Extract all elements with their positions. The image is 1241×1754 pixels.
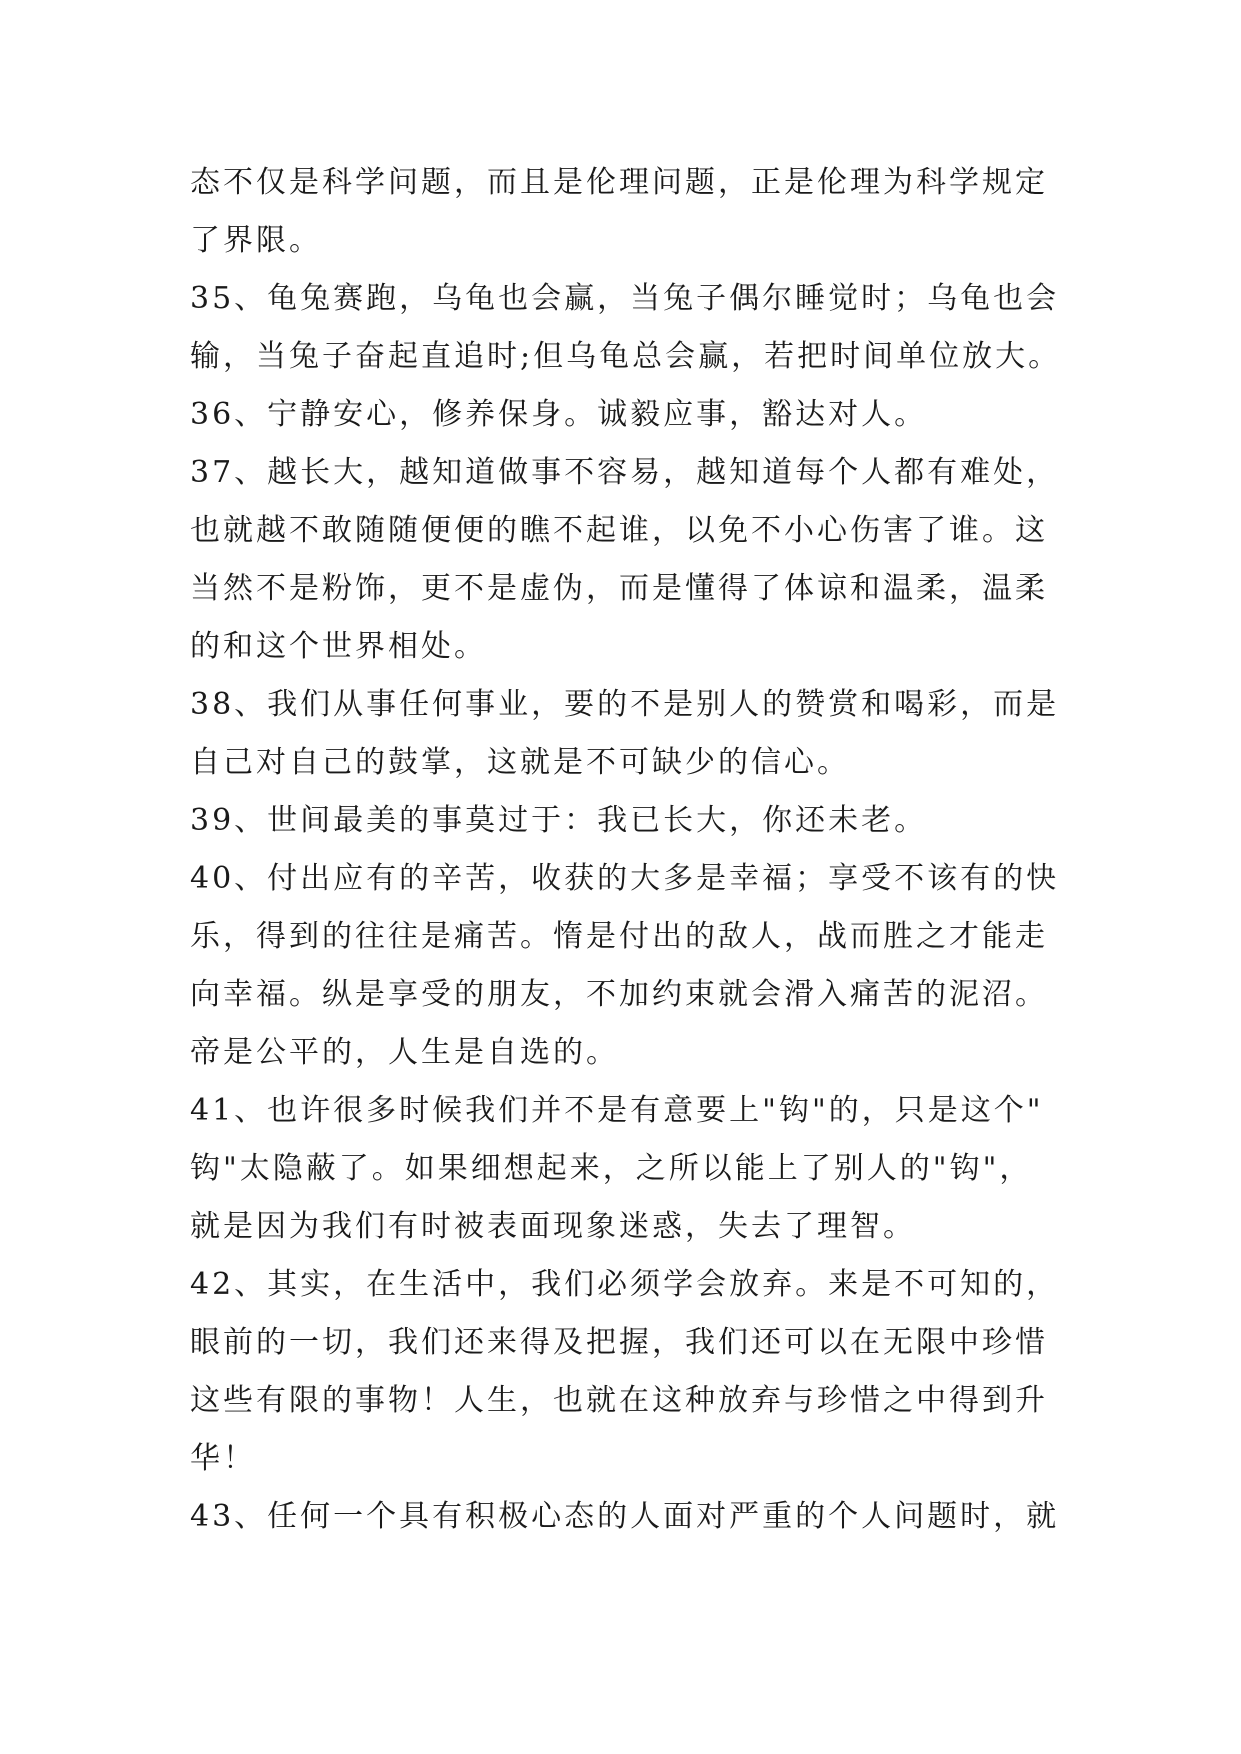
text-line: 43、任何一个具有积极心态的人面对严重的个人问题时，就 bbox=[190, 1499, 1060, 1534]
text-line: 帝是公平的，人生是自选的。 bbox=[190, 1035, 619, 1070]
text-line: 向幸福。纵是享受的朋友，不加约束就会滑入痛苦的泥沼。 bbox=[190, 977, 1048, 1012]
text-line: 输，当兔子奋起直追时;但乌龟总会赢，若把时间单位放大。 bbox=[190, 339, 1062, 374]
text-line: 华！ bbox=[190, 1441, 256, 1476]
text-line: 这些有限的事物！人生，也就在这种放弃与珍惜之中得到升 bbox=[190, 1383, 1048, 1418]
text-line: 42、其实，在生活中，我们必须学会放弃。来是不可知的， bbox=[190, 1267, 1060, 1302]
text-line: 41、也许很多时候我们并不是有意要上"钩"的，只是这个" bbox=[190, 1093, 1044, 1128]
text-line: 乐，得到的往往是痛苦。惰是付出的敌人，战而胜之才能走 bbox=[190, 919, 1048, 954]
text-line: 40、付出应有的辛苦，收获的大多是幸福；享受不该有的快 bbox=[190, 861, 1060, 896]
text-line: 也就越不敢随随便便的瞧不起谁，以免不小心伤害了谁。这 bbox=[190, 513, 1048, 548]
text-line: 39、世间最美的事莫过于：我已长大，你还未老。 bbox=[190, 803, 928, 838]
text-line: 的和这个世界相处。 bbox=[190, 629, 487, 664]
text-line: 就是因为我们有时被表面现象迷惑，失去了理智。 bbox=[190, 1209, 916, 1244]
text-line: 37、越长大，越知道做事不容易，越知道每个人都有难处， bbox=[190, 455, 1060, 490]
text-line: 了界限。 bbox=[190, 223, 322, 258]
text-line: 当然不是粉饰，更不是虚伪，而是懂得了体谅和温柔，温柔 bbox=[190, 571, 1048, 606]
text-line: 自己对自己的鼓掌，这就是不可缺少的信心。 bbox=[190, 745, 850, 780]
text-line: 态不仅是科学问题，而且是伦理问题，正是伦理为科学规定 bbox=[190, 165, 1048, 200]
text-line: 36、宁静安心，修养保身。诚毅应事，豁达对人。 bbox=[190, 397, 928, 432]
body-text bbox=[190, 154, 1070, 1546]
text-line: 眼前的一切，我们还来得及把握，我们还可以在无限中珍惜 bbox=[190, 1325, 1048, 1360]
text-line: 38、我们从事任何事业，要的不是别人的赞赏和喝彩，而是 bbox=[190, 687, 1060, 722]
text-line: 钩"太隐蔽了。如果细想起来，之所以能上了别人的"钩"， bbox=[190, 1151, 1033, 1186]
text-line: 35、龟兔赛跑，乌龟也会赢，当兔子偶尔睡觉时；乌龟也会 bbox=[190, 281, 1060, 316]
